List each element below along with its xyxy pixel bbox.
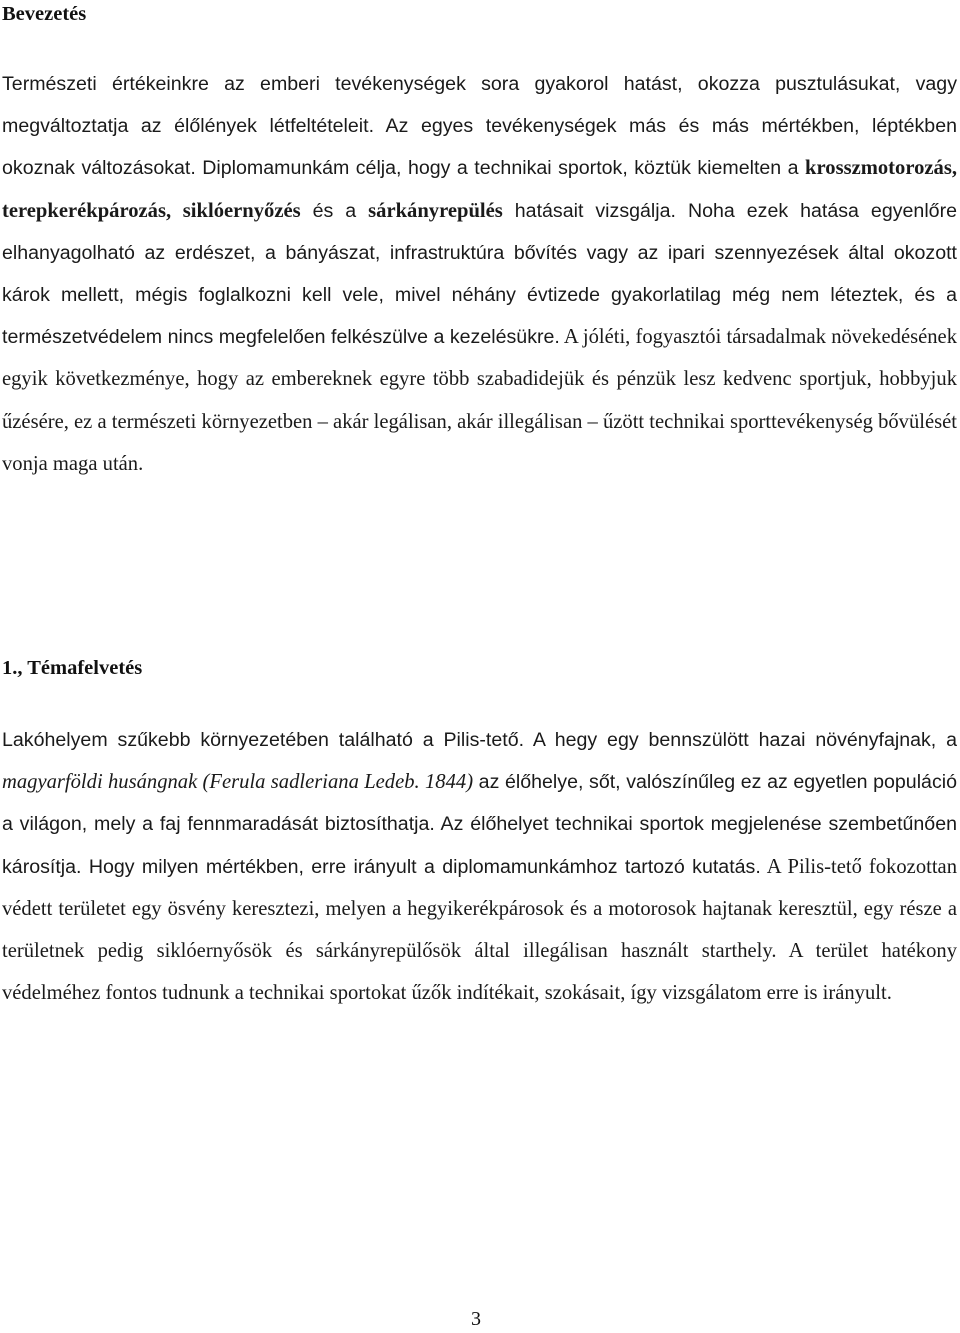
- topic-sentence-3: A Pilis-tető fokozottan védett területet egy ösvény keresztezi, melyen a hegyikerékpárosok és a motorosok hajtanak keresztül, egy része a területnek pedig siklóernyősök és sárkányrepülősök által illegálisan használt starthely. A terület hatékony védelméhez fontos tudnunk a technikai sportokat űzők indítékait, szokásait, így vizsgálatom erre is irányult.: [2, 855, 957, 1005]
- intro-sentence-5: A jóléti, fogyasztói társadalmak növekedésének egyik következménye, hogy az embereknek egyre több szabadidejük és pénzük lesz kedvenc sportjuk, hobbyjuk űzésére, ez a természeti környezetben – akár legálisan, akár illegálisan – űzött technikai sporttevékenység bővülését vonja maga után.: [2, 326, 957, 475]
- intro-sentence-2: Diplomamunkám célja, hogy a technikai sportok, köztük kiemelten a: [195, 157, 806, 180]
- intro-bold-kite: sárkányrepülés: [368, 199, 503, 222]
- intro-sentence-3: és a: [300, 199, 369, 222]
- intro-sentence-4: hatásait vizsgálja. Noha ezek hatása egyenlőre elhanyagolható az erdészet, a bányászat, infrastruktúra bővítés vagy az ipari szennyezések által okozott károk mellett, mégis foglalkozni kell vele, mivel néhány évtizede gyakorlatilag még nem léteztek, és a természetvédelem nincs megfelelően felkészülve a kezelésükre.: [2, 199, 957, 349]
- page-number: 3: [471, 1308, 481, 1330]
- intro-bold-sports: krosszmotorozás, terepkerékpározás, siklóernyőzés: [2, 157, 958, 222]
- topic-paragraph: [2, 719, 957, 1014]
- topic-sentence-1: Lakóhelyem szűkebb környezetében található a Pilis-tető. A hegy egy bennszülött hazai növényfajnak, a: [2, 729, 957, 751]
- intro-heading: Bevezetés: [2, 3, 87, 25]
- topic-species-name: magyarföldi husángnak (Ferula sadleriana Ledeb. 1844): [2, 771, 474, 794]
- topic-heading: 1., Témafelvetés: [2, 657, 143, 679]
- intro-paragraph: [2, 63, 957, 485]
- intro-sentence-1: Természeti értékeinkre az emberi tevékenységek sora gyakorol hatást, okozza pusztulásukat, vagy megváltoztatja az élőlények létfeltételeit. Az egyes tevékenységek más és más mértékben, léptékben okoznak változásokat.: [2, 73, 957, 180]
- topic-sentence-2: az élőhelye, sőt, valószínűleg ez az egyetlen populáció a világon, mely a faj fennmaradását biztosíthatja. Az élőhelyet technikai sportok megjelenése szembetűnően károsítja. Hogy milyen mértékben, erre irányult a diplomamunkámhoz tartozó kutatás.: [2, 771, 957, 878]
